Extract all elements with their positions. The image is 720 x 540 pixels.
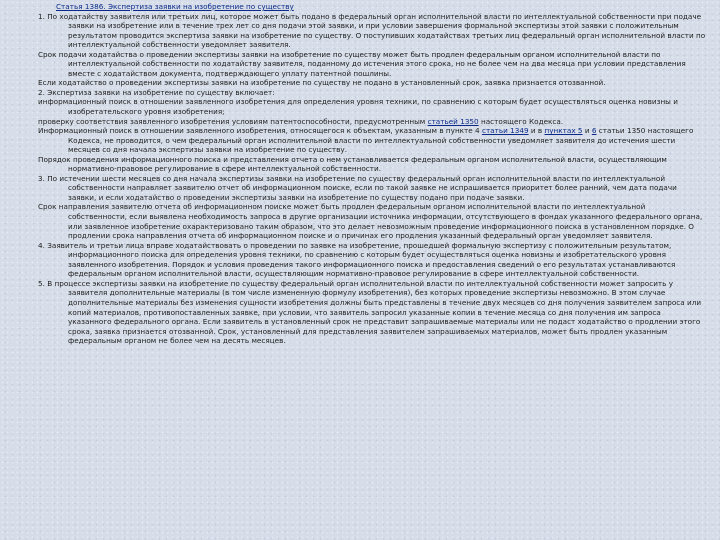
point-6-link[interactable]: 6	[591, 126, 597, 136]
paragraph-4: 2. Экспертиза заявки на изобретение по существу включает:	[38, 87, 275, 97]
paragraph-10: Срок направления заявителю отчета об информационном поиске может быть продлен федеральным органом исполнительной власти по интеллектуальной собственности, если выявлена необходимость запроса в другие организации источника информации, отсутствующего в фондах указанного федерального органа, или заявленное изобретение охарактеризовано таким образом, что это делает невозможным проведение информационного поиска в установленном порядке. О продлении срока направления отчета об информационном поиске и о причинах его продления указанный федеральный орган уведомляет заявителя.	[38, 202, 703, 241]
paragraph-1: 1. По ходатайству заявителя или третьих лиц, которое может быть подано в федеральный орган исполнительной власти по интеллектуальной собственности при подаче заявки на изобретение или в течение трех лет со дня подачи этой заявки, и при условии завершения формальной экспертизы этой заявки с положительным результатом проводится экспертиза заявки на изобретение по существу. О поступивших ходатайствах третьих лиц федеральный орган исполнительной власти по интеллектуальной собственности уведомляет заявителя.	[38, 11, 706, 50]
paragraph-12: 5. В процессе экспертизы заявки на изобретение по существу федеральный орган исполнительной власти по интеллектуальной собственности может запросить у заявителя дополнительные материалы (в том числе измененную формулу изобретения), без которых проведение экспертизы невозможно. В этом случае дополнительные материалы без изменения сущности изобретения должны быть представлены в течение двух месяцев со дня получения заявителем запроса или копий материалов, противопоставленных заявке, при условии, что заявитель запросил указанные копии в течение месяца со дня получения им запроса указанного федерального органа. Если заявитель в установленный срок не представит запрашиваемые материалы или не подаст ходатайство о продлении этого срока, заявка признается отозванной. Срок, установленный для представления заявителем запрашиваемых материалов, может быть продлен указанным федеральным органом не более чем на десять месяцев.	[38, 278, 702, 346]
paragraph-11: 4. Заявитель и третьи лица вправе ходатайствовать о проведении по заявке на изобретение, прошедшей формальную экспертизу с положительным результатом, информационного поиска для определения уровня техники, по сравнению с которым будет осуществляться оценка новизны и изобретательского уровня заявленного изобретения. Порядок и условия проведения такого информационного поиска и предоставления сведений о его результатах устанавливаются федеральным органом исполнительной власти, осуществляющим нормативно-правовое регулирование в сфере интеллектуальной собственности.	[38, 240, 676, 279]
article-1349-link[interactable]: статьи 1349	[481, 126, 529, 136]
points-5-link[interactable]: пунктах 5	[544, 126, 583, 136]
paragraph-7-text-before: Информационный поиск в отношении заявленного изобретения, относящегося к объектам, указанным в пункте 4	[38, 126, 482, 136]
paragraph-2: Срок подачи ходатайства о проведении экспертизы заявки на изобретение по существу может быть продлен федеральным органом исполнительной власти по интеллектуальной собственности по ходатайству заявителя, поданному до истечения этого срока, но не более чем на два месяца при условии представления вместе с ходатайством документа, подтверждающего уплату патентной пошлины.	[38, 49, 686, 78]
paragraph-7-text-after: статьи 1350 настоящего Кодекса, не проводится, о чем федеральный орган исполнительной власти по интеллектуальной собственности уведомляет заявителя до истечения шести месяцев со дня начала экспертизы заявки на изобретение по существу.	[68, 126, 694, 155]
paragraph-5: информационный поиск в отношении заявленного изобретения для определения уровня техники, по сравнению с которым будет осуществляться оценка новизны и изобретательского уровня изобретения;	[38, 97, 678, 117]
paragraph-7	[38, 126, 706, 155]
paragraph-6	[38, 117, 706, 127]
paragraph-6-text-after: настоящего Кодекса.	[478, 116, 564, 126]
article-1350-link[interactable]: статьей 1350	[427, 116, 479, 126]
article-text	[38, 2, 706, 346]
paragraph-8: Порядок проведения информационного поиска и представления отчета о нем устанавливается федеральным органом исполнительной власти, осуществляющим нормативно-правовое регулирование в сфере интеллектуальной собственности.	[38, 154, 667, 174]
paragraph-6-text-before: проверку соответствия заявленного изобретения условиям патентоспособности, предусмотренным	[38, 116, 428, 126]
paragraph-7-text-mid-2: и	[582, 126, 592, 136]
paragraph-3: Если ходатайство о проведении экспертизы заявки на изобретение по существу не подано в установленный срок, заявка признается отозванной.	[38, 78, 606, 88]
paragraph-7-text-mid-1: и в	[528, 126, 545, 136]
article-title-link[interactable]: Статья 1386. Экспертиза заявки на изобретение по существу	[56, 2, 294, 11]
paragraph-9: 3. По истечении шести месяцев со дня начала экспертизы заявки на изобретение по существу федеральный орган исполнительной власти по интеллектуальной собственности направляет заявителю отчет об информационном поиске, если по такой заявке не испрашивается приоритет более ранний, чем дата подачи заявки, и если ходатайство о проведении экспертизы заявки на изобретение по существу подано при подаче заявки.	[38, 173, 677, 202]
